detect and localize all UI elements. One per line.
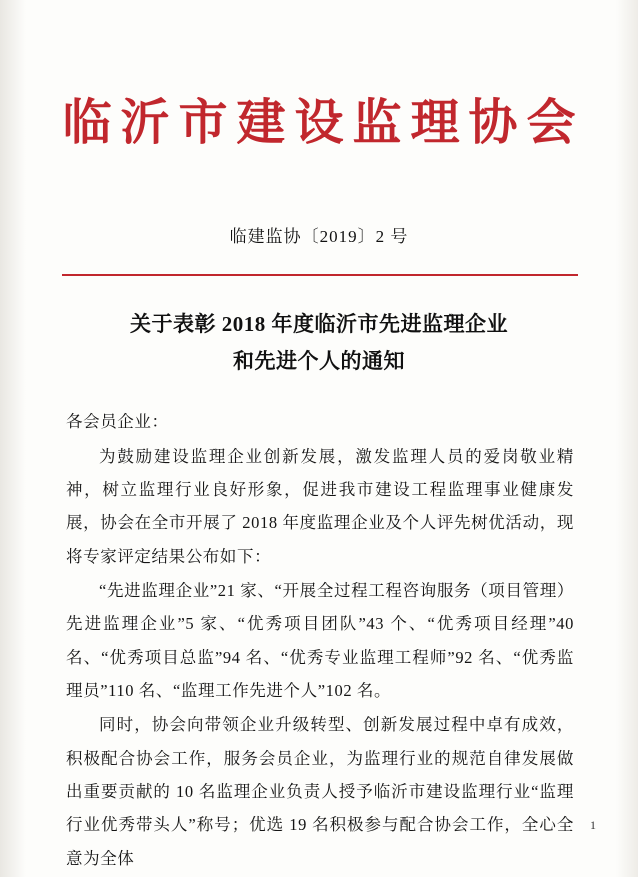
- page-title-line-1: 关于表彰 2018 年度临沂市先进监理企业: [130, 311, 508, 336]
- letterhead-title: 临沂市建设监理协会: [62, 93, 585, 151]
- page-title-line-2: 和先进个人的通知: [233, 348, 405, 373]
- body-paragraph-3: 同时，协会向带领企业升级转型、创新发展过程中卓有成效，积极配合协会工作，服务会员企业，为监理行业的规范自律发展做出重要贡献的 10 名监理企业负责人授予临沂市建设监理行业“监理行业优秀带头人”称号；优选 19 名积极参与配合协会工作，全心全意为全体: [66, 715, 574, 868]
- page-number: 1: [590, 818, 596, 832]
- page-title: [96, 306, 542, 380]
- document-body: [66, 405, 574, 875]
- document-number: 临建监协〔2019〕2 号: [229, 226, 409, 246]
- red-divider-rule: [62, 274, 578, 276]
- body-paragraph-1: 为鼓励建设监理企业创新发展，激发监理人员的爱岗敬业精神，树立监理行业良好形象，促进我市建设工程监理事业健康发展，协会在全市开展了 2018 年度监理企业及个人评先树优活动，现将专家评定结果公布如下：: [66, 446, 574, 566]
- body-paragraph-2: “先进监理企业”21 家、“开展全过程工程咨询服务（项目管理）先进监理企业”5 家、“优秀项目团队”43 个、“优秀项目经理”40 名、“优秀项目总监”94 名、“优秀专业监理工程师”92 名、“优秀监理员”110 名、“监理工作先进个人”102 名。: [66, 581, 574, 701]
- salutation: 各会员企业：: [66, 412, 169, 432]
